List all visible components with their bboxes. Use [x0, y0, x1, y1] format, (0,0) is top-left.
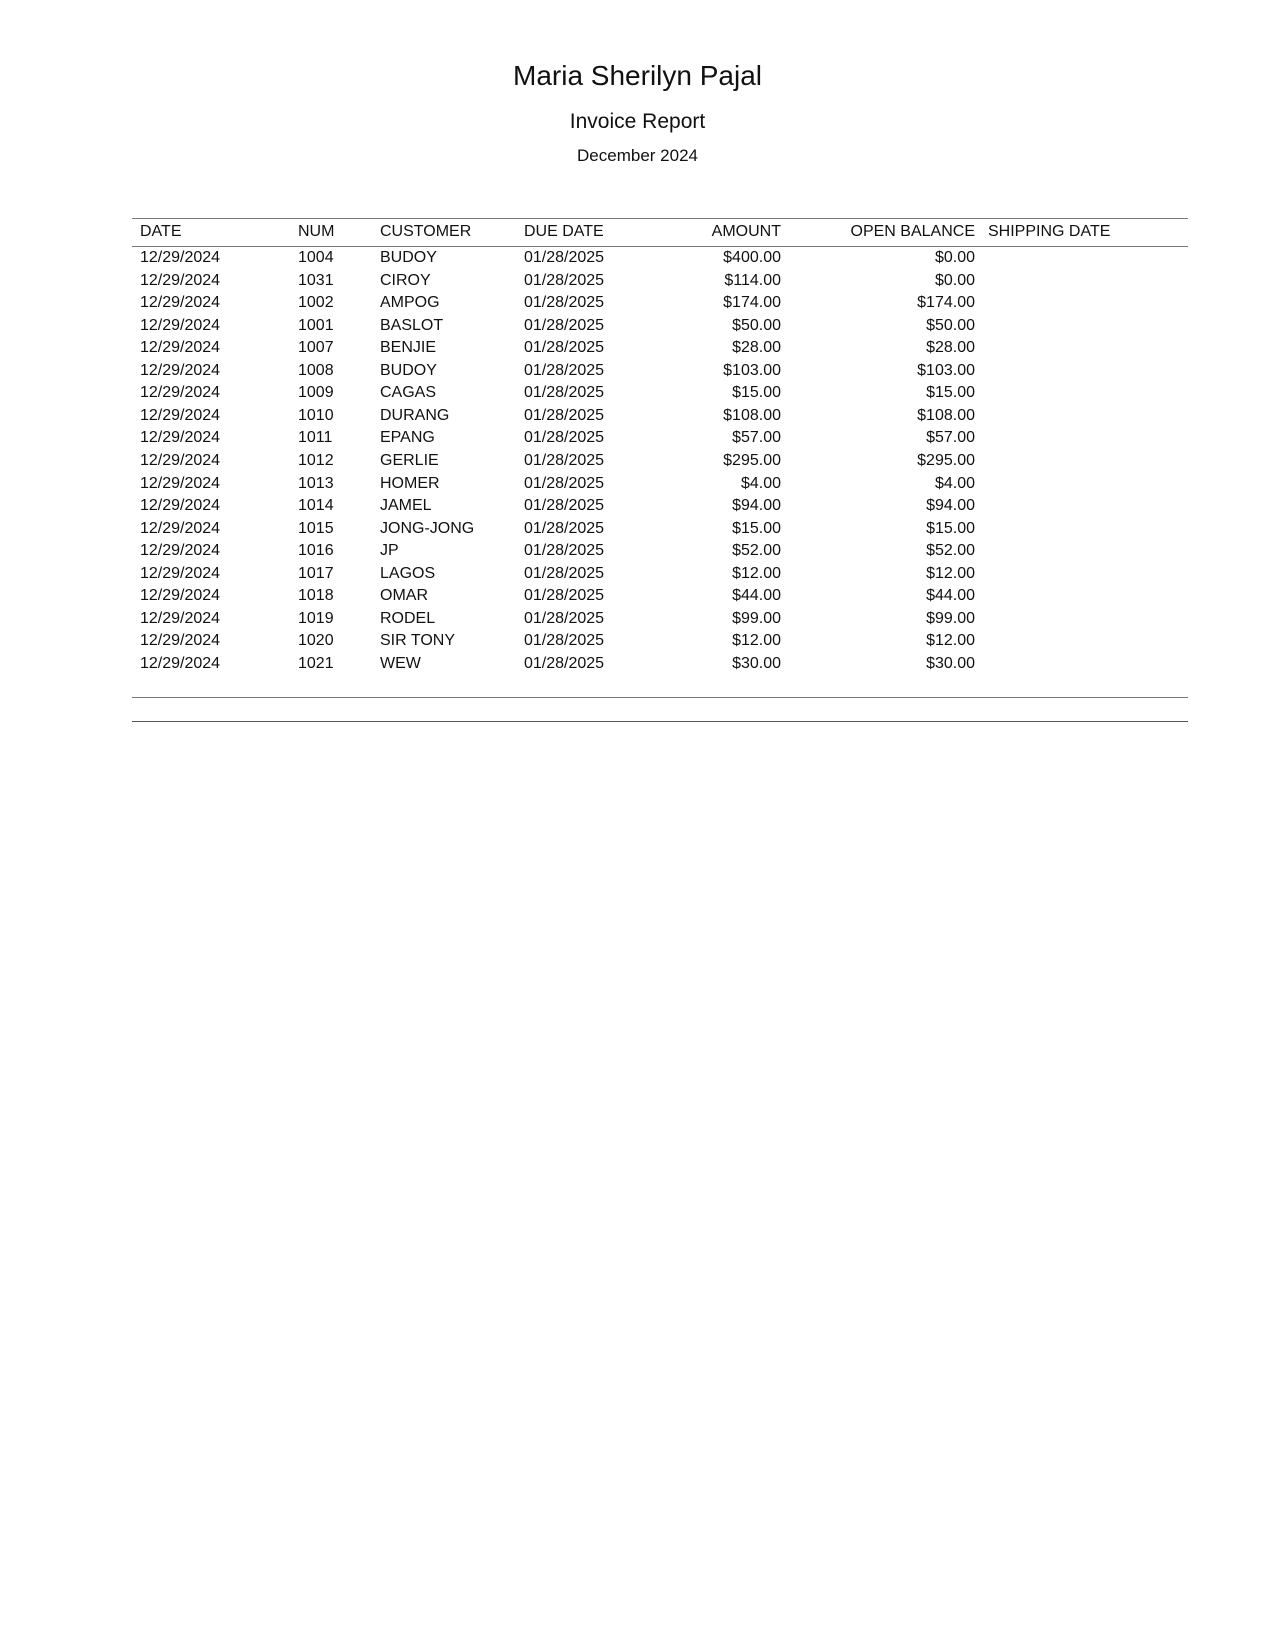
cell-amount: $295.00	[723, 451, 781, 469]
table-row	[0, 539, 1275, 563]
cell-open-balance: $12.00	[926, 632, 975, 650]
table-row	[0, 607, 1275, 631]
cell-date: 12/29/2024	[140, 294, 221, 312]
cell-open-balance: $0.00	[934, 271, 975, 289]
cell-customer: GERLIE	[380, 451, 439, 469]
cell-num: 1021	[298, 654, 334, 672]
cell-num: 1013	[298, 474, 334, 492]
cell-due-date: 01/28/2025	[524, 249, 605, 266]
cell-due-date: 01/28/2025	[524, 519, 605, 537]
cell-open-balance: $99.00	[926, 609, 975, 627]
cell-num: 1009	[298, 384, 334, 402]
table-row	[0, 472, 1275, 496]
cell-customer: SIR TONY	[380, 632, 455, 650]
cell-num: 1012	[298, 451, 334, 469]
column-header-customer: CUSTOMER	[380, 223, 472, 240]
cell-customer: HOMER	[380, 474, 440, 492]
cell-open-balance: $28.00	[926, 339, 975, 357]
table-row	[0, 269, 1275, 293]
cell-date: 12/29/2024	[140, 474, 221, 492]
cell-date: 12/29/2024	[140, 384, 221, 402]
cell-date: 12/29/2024	[140, 497, 221, 515]
cell-due-date: 01/28/2025	[524, 271, 605, 289]
table-row	[0, 381, 1275, 405]
cell-date: 12/29/2024	[140, 406, 221, 424]
cell-open-balance: $30.00	[926, 654, 975, 672]
cell-open-balance: $50.00	[926, 316, 975, 334]
cell-customer: JAMEL	[380, 497, 432, 515]
cell-date: 12/29/2024	[140, 429, 221, 447]
cell-due-date: 01/28/2025	[524, 361, 605, 379]
cell-date: 12/29/2024	[140, 519, 221, 537]
cell-num: 1017	[298, 564, 334, 582]
cell-open-balance: $15.00	[926, 384, 975, 402]
cell-amount: $103.00	[723, 361, 781, 379]
cell-due-date: 01/28/2025	[524, 542, 605, 560]
cell-amount: $28.00	[732, 339, 781, 357]
cell-amount: $99.00	[732, 609, 781, 627]
cell-due-date: 01/28/2025	[524, 654, 605, 672]
cell-amount: $12.00	[732, 564, 781, 582]
cell-num: 1001	[298, 316, 334, 334]
cell-date: 12/29/2024	[140, 542, 221, 560]
cell-open-balance: $174.00	[917, 294, 975, 312]
cell-amount: $52.00	[732, 542, 781, 560]
cell-due-date: 01/28/2025	[524, 497, 605, 515]
cell-due-date: 01/28/2025	[524, 294, 605, 312]
cell-open-balance: $12.00	[926, 564, 975, 582]
column-header-shipping-date: SHIPPING DATE	[988, 223, 1111, 240]
table-row	[0, 246, 1275, 270]
cell-customer: EPANG	[380, 429, 435, 447]
cell-date: 12/29/2024	[140, 451, 221, 469]
cell-open-balance: $103.00	[917, 361, 975, 379]
cell-date: 12/29/2024	[140, 249, 221, 266]
column-header-open-balance: OPEN BALANCE	[850, 223, 975, 240]
cell-date: 12/29/2024	[140, 587, 221, 605]
table-row	[0, 314, 1275, 338]
table-row	[0, 629, 1275, 653]
cell-num: 1019	[298, 609, 334, 627]
table-row	[0, 359, 1275, 383]
cell-due-date: 01/28/2025	[524, 632, 605, 650]
table-row	[0, 494, 1275, 518]
cell-customer: OMAR	[380, 587, 428, 605]
cell-num: 1031	[298, 271, 334, 289]
cell-customer: JP	[380, 542, 399, 560]
cell-customer: WEW	[380, 654, 421, 672]
cell-amount: $108.00	[723, 406, 781, 424]
cell-due-date: 01/28/2025	[524, 564, 605, 582]
cell-amount: $174.00	[723, 294, 781, 312]
cell-customer: BUDOY	[380, 249, 437, 266]
cell-open-balance: $15.00	[926, 519, 975, 537]
cell-open-balance: $44.00	[926, 587, 975, 605]
report-period: December 2024	[577, 146, 698, 165]
cell-open-balance: $52.00	[926, 542, 975, 560]
cell-date: 12/29/2024	[140, 654, 221, 672]
cell-open-balance: $94.00	[926, 497, 975, 515]
cell-open-balance: $4.00	[934, 474, 975, 492]
cell-amount: $44.00	[732, 587, 781, 605]
report-title: Invoice Report	[569, 110, 706, 133]
table-row	[0, 652, 1275, 676]
cell-open-balance: $57.00	[926, 429, 975, 447]
cell-date: 12/29/2024	[140, 339, 221, 357]
cell-customer: CIROY	[380, 271, 431, 289]
cell-customer: BENJIE	[380, 339, 437, 357]
cell-num: 1016	[298, 542, 334, 560]
cell-due-date: 01/28/2025	[524, 451, 605, 469]
cell-num: 1011	[298, 429, 333, 447]
cell-num: 1018	[298, 587, 334, 605]
cell-num: 1015	[298, 519, 334, 537]
cell-amount: $12.00	[732, 632, 781, 650]
cell-amount: $400.00	[723, 249, 781, 266]
column-header-num: NUM	[298, 223, 335, 240]
cell-due-date: 01/28/2025	[524, 609, 605, 627]
cell-date: 12/29/2024	[140, 564, 221, 582]
cell-amount: $94.00	[732, 497, 781, 515]
cell-num: 1010	[298, 406, 334, 424]
cell-due-date: 01/28/2025	[524, 587, 605, 605]
cell-due-date: 01/28/2025	[524, 316, 605, 334]
cell-num: 1002	[298, 294, 334, 312]
cell-amount: $15.00	[732, 519, 781, 537]
table-row	[0, 562, 1275, 586]
cell-num: 1008	[298, 361, 334, 379]
cell-due-date: 01/28/2025	[524, 339, 605, 357]
table-end-rule	[132, 697, 1188, 698]
cell-customer: BASLOT	[380, 316, 444, 334]
cell-due-date: 01/28/2025	[524, 406, 605, 424]
cell-num: 1020	[298, 632, 334, 650]
cell-due-date: 01/28/2025	[524, 384, 605, 402]
cell-customer: BUDOY	[380, 361, 437, 379]
cell-open-balance: $0.00	[934, 249, 975, 266]
cell-open-balance: $295.00	[917, 451, 975, 469]
table-top-rule	[132, 218, 1188, 219]
cell-date: 12/29/2024	[140, 271, 221, 289]
cell-customer: LAGOS	[380, 564, 436, 582]
cell-customer: JONG-JONG	[380, 519, 475, 537]
cell-amount: $50.00	[732, 316, 781, 334]
company-name: Maria Sherilyn Pajal	[513, 60, 762, 91]
table-row	[0, 449, 1275, 473]
cell-customer: DURANG	[380, 406, 450, 424]
cell-amount: $15.00	[732, 384, 781, 402]
cell-open-balance: $108.00	[917, 406, 975, 424]
column-header-due-date: DUE DATE	[524, 223, 604, 240]
cell-amount: $57.00	[732, 429, 781, 447]
cell-num: 1004	[298, 249, 334, 266]
cell-due-date: 01/28/2025	[524, 429, 605, 447]
total-rule	[132, 721, 1188, 722]
table-header-row	[0, 220, 1275, 244]
table-row	[0, 404, 1275, 428]
table-row	[0, 426, 1275, 450]
cell-customer: CAGAS	[380, 384, 437, 402]
column-header-amount: AMOUNT	[711, 223, 781, 240]
cell-amount: $4.00	[740, 474, 781, 492]
cell-num: 1007	[298, 339, 334, 357]
cell-customer: AMPOG	[380, 294, 440, 312]
cell-date: 12/29/2024	[140, 361, 221, 379]
cell-amount: $114.00	[724, 271, 781, 289]
column-header-date: DATE	[140, 223, 182, 240]
cell-customer: RODEL	[380, 609, 436, 627]
table-row	[0, 291, 1275, 315]
cell-date: 12/29/2024	[140, 316, 221, 334]
table-row	[0, 336, 1275, 360]
table-row	[0, 517, 1275, 541]
cell-date: 12/29/2024	[140, 632, 221, 650]
cell-due-date: 01/28/2025	[524, 474, 605, 492]
cell-date: 12/29/2024	[140, 609, 221, 627]
cell-num: 1014	[298, 497, 334, 515]
cell-amount: $30.00	[732, 654, 781, 672]
table-row	[0, 584, 1275, 608]
